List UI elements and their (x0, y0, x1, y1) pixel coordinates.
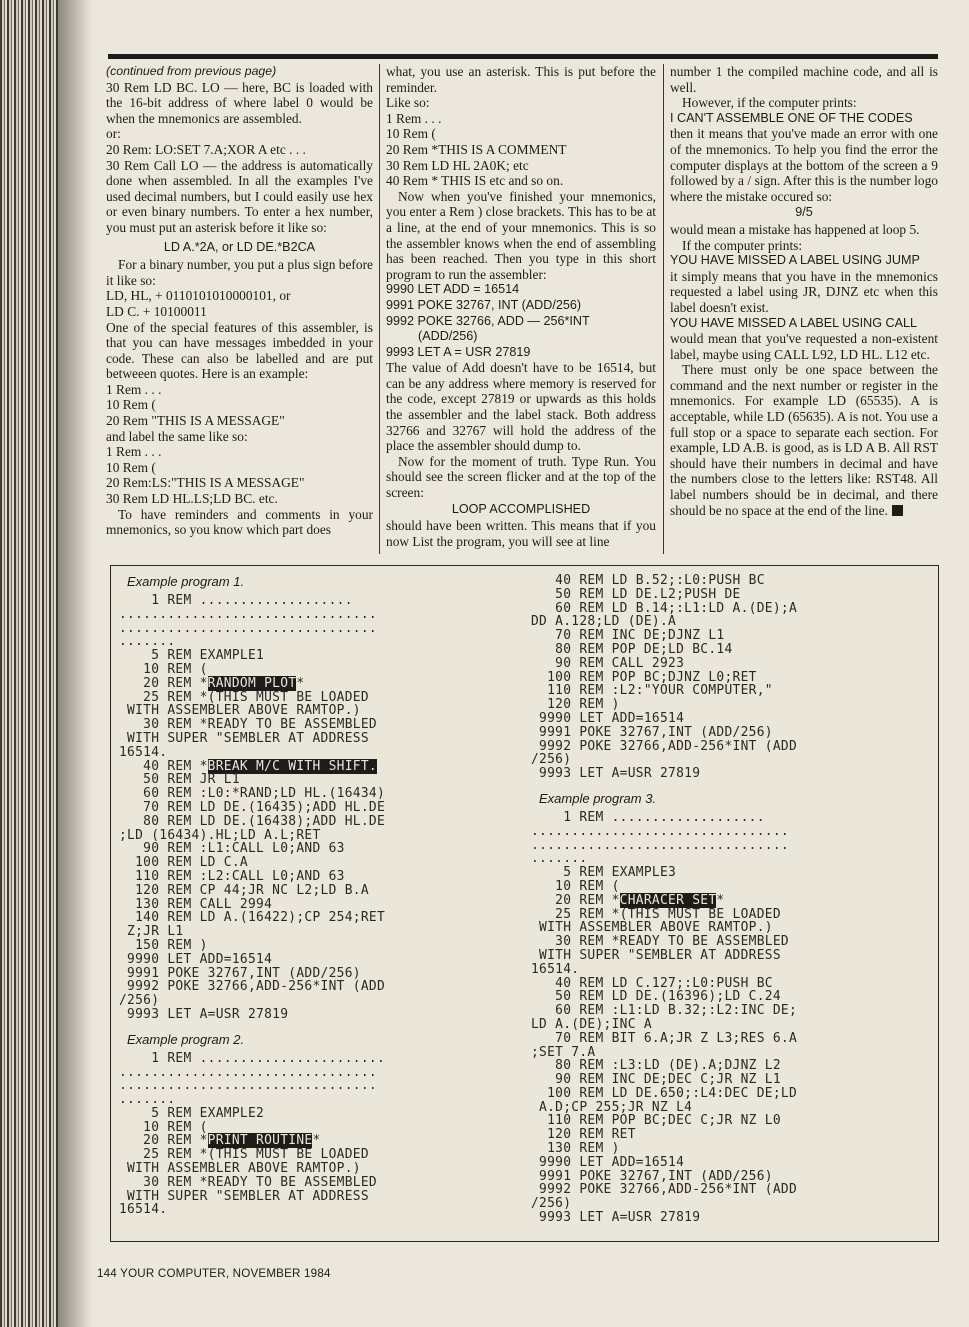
code-text: 9991 POKE 32767,INT (ADD/256) (119, 965, 361, 981)
code-line: 10 Rem ( (106, 459, 156, 475)
top-rule (108, 54, 938, 59)
code-line (119, 773, 503, 787)
code-text: 1 REM ................... (119, 593, 353, 608)
code-text: ................................ (119, 1064, 377, 1080)
code-line: 20 Rem:LS:"THIS IS A MESSAGE" (106, 475, 305, 491)
code-text: 9992 POKE 32766,ADD-256*INT (ADD (531, 738, 798, 754)
code-text: 50 REM LD DE.L2;PUSH DE (531, 586, 741, 602)
code-example: LD A.*2A, or LD DE.*B2CA (163, 239, 316, 254)
code-text: 30 REM *READY TO BE ASSEMBLED (119, 1174, 377, 1190)
code-text: 9991 POKE 32767,INT (ADD/256) (531, 724, 773, 740)
code-text: 70 REM LD DE.(16435);ADD HL.DE (119, 799, 386, 815)
code-line (531, 1073, 931, 1087)
code-line (531, 698, 931, 712)
code-text: 9993 LET A=USR 27819 (531, 1210, 701, 1226)
code-line (531, 1142, 931, 1156)
code-text: 120 REM ) (531, 697, 620, 713)
code-line (119, 649, 503, 663)
code-text: ....... (119, 634, 176, 650)
code-line (531, 1046, 931, 1060)
code-line (531, 935, 931, 949)
magazine-binding (0, 0, 58, 1327)
example-title: Example program 3. (539, 790, 657, 806)
code-text: 9991 POKE 32767,INT (ADD/256) (531, 1168, 773, 1184)
code-line (531, 740, 931, 754)
paragraph: Like so: (386, 95, 430, 111)
code-text: 16514. (119, 1202, 168, 1218)
code-text: 16514. (119, 744, 168, 760)
code-line (531, 852, 931, 866)
code-text: * (312, 1133, 321, 1149)
inverse-video-text: BREAK M/C WITH SHIFT. (207, 758, 377, 774)
code-line: LD, HL, + 0110101010000101, or (106, 288, 291, 304)
code-text: ................................ (119, 1078, 377, 1094)
inverse-video-text: RANDOM PLOT (207, 675, 297, 691)
code-line (531, 1059, 931, 1073)
code-text: 80 REM LD DE.(16438);ADD HL.DE (119, 813, 386, 829)
code-line (531, 1087, 931, 1101)
code-line (119, 1052, 503, 1066)
code-text: 5 REM EXAMPLE1 (119, 648, 265, 664)
code-text: 10 REM ( (531, 878, 620, 894)
code-text: 20 REM * (119, 1133, 208, 1149)
code-line (531, 1032, 931, 1046)
code-text: WITH ASSEMBLER ABOVE RAMTOP.) (119, 703, 361, 719)
code-line (531, 880, 931, 894)
code-text: 100 REM POP BC;DJNZ L0;RET (531, 669, 757, 685)
code-text: WITH SUPER "SEMBLER AT ADDRESS (531, 947, 781, 963)
code-text: A.D;CP 255;JR NZ L4 (531, 1099, 693, 1115)
article-column-2 (386, 64, 656, 549)
code-text: 70 REM BIT 6.A;JR Z L3;RES 6.A (531, 1030, 798, 1046)
code-line: 1 Rem . . . (106, 381, 162, 397)
code-listing (119, 594, 503, 1022)
example-program-3 (531, 791, 931, 1225)
code-line (531, 1197, 931, 1211)
paragraph: or: (106, 126, 121, 142)
code-line (119, 1162, 503, 1176)
article-column-1 (106, 64, 373, 538)
code-text: 30 REM *READY TO BE ASSEMBLED (531, 934, 789, 950)
column-divider (663, 64, 664, 554)
code-line: (ADD/256) (418, 329, 478, 344)
code-text: 9990 LET ADD=16514 (531, 710, 685, 726)
code-text: /256) (531, 1196, 572, 1212)
code-line (119, 980, 503, 994)
code-text: 9993 LET A=USR 27819 (119, 1006, 289, 1022)
example-title: Example program 1. (127, 574, 245, 589)
code-line (531, 908, 931, 922)
code-line (119, 801, 503, 815)
example-program-2 (119, 1032, 503, 1218)
paragraph (670, 362, 938, 518)
code-text: LD A.(DE);INC A (531, 1016, 652, 1032)
code-text: WITH SUPER "SEMBLER AT ADDRESS (119, 730, 369, 746)
screen-message: YOU HAVE MISSED A LABEL USING CALL (670, 315, 918, 330)
code-text: 110 REM :L2:CALL L0;AND 63 (119, 868, 345, 884)
paragraph: 30 Rem Call LO — the address is automatically done when assembled. In all the examples I've used decimal numbers, but I could easily use hex or even binary numbers. To enter a hex number, you must put an asterisk before it like so: (106, 157, 373, 235)
code-line (119, 898, 503, 912)
code-line (119, 1190, 503, 1204)
code-line (119, 925, 503, 939)
code-text: ................................ (531, 823, 789, 839)
code-line (119, 842, 503, 856)
paragraph: If the computer prints: (682, 237, 803, 253)
code-line (531, 588, 931, 602)
code-line (531, 811, 931, 825)
code-line (119, 1134, 503, 1148)
paragraph: For a binary number, you put a plus sign before it like so: (106, 257, 373, 288)
code-text: ;SET 7.A (531, 1044, 596, 1060)
code-line (119, 718, 503, 732)
code-line (531, 726, 931, 740)
article-column-3 (670, 64, 938, 518)
code-line (531, 657, 931, 671)
code-line (119, 1148, 503, 1162)
paragraph-text: There must only be one space between the command and the next number or register in the mnemonics. For example LD (65535). A is acceptable, while LD (65635). A is not. You use a full stop or a space to separate each section. For example, LD A.B. is good, as is LD A B. All RST should have their numbers in decimal and have the numbers close to the letters like: RST48. All label numbers should be in decimal, and there should be no space at the end of the line. (670, 362, 938, 518)
code-line (119, 953, 503, 967)
code-line (531, 1004, 931, 1018)
code-line (531, 1211, 931, 1225)
code-text: 60 REM :L1:LD B.32;:L2:INC DE; (531, 1003, 798, 1019)
paragraph: it simply means that you have in the mnemonics requested a label using JR, DJNZ etc when this label doesn't exist. (670, 268, 938, 315)
code-text: 140 REM LD A.(16422);CP 254;RET (119, 910, 386, 926)
code-text: 20 REM * (119, 675, 208, 691)
code-line: 9993 LET A = USR 27819 (386, 344, 531, 359)
code-text: 110 REM POP BC;DEC C;JR NZ L0 (531, 1113, 781, 1129)
paragraph: should have been written. This means that if you now List the program, you will see at line (386, 518, 656, 549)
paragraph: number 1 the compiled machine code, and all is well. (670, 64, 938, 95)
code-line (531, 615, 931, 629)
program-listings-box (110, 565, 939, 1242)
code-line (531, 866, 931, 880)
code-line: 1 Rem . . . (386, 110, 442, 126)
paragraph: and label the same like so: (106, 428, 248, 444)
paragraph: The value of Add doesn't have to be 16514, but can be any address where memory is reserved for the code, except 27819 or upwards as this holds the assembler and the label stack. Both address 32766 and 32767 will hold the address of the place the assembler should dump to. (386, 360, 656, 454)
code-line (119, 1176, 503, 1190)
code-text: ................................ (119, 620, 377, 636)
paragraph: However, if the computer prints: (682, 95, 857, 111)
page-footer: 144 YOUR COMPUTER, NOVEMBER 1984 (97, 1267, 331, 1280)
paragraph: To have reminders and comments in your mnemonics, so you know which part does (106, 506, 373, 538)
code-line (531, 767, 931, 781)
code-text: 110 REM :L2:"YOUR COMPUTER," (531, 683, 773, 699)
example-program-1 (119, 574, 503, 1022)
code-text: 40 REM * (119, 758, 208, 774)
code-text: 25 REM *(THIS MUST BE LOADED (119, 1147, 369, 1163)
code-text: 90 REM CALL 2923 (531, 655, 685, 671)
code-line (119, 1203, 503, 1217)
inverse-video-text: CHARACER SET (619, 892, 717, 908)
code-line (531, 1101, 931, 1115)
listing-column-left (119, 574, 503, 1227)
code-line (119, 787, 503, 801)
code-line (531, 753, 931, 767)
code-text: 130 REM CALL 2994 (119, 896, 273, 912)
code-text: WITH ASSEMBLER ABOVE RAMTOP.) (119, 1161, 361, 1177)
code-line (531, 712, 931, 726)
screen-message: 9/5 (795, 205, 813, 220)
code-line (531, 643, 931, 657)
code-line (119, 1093, 503, 1107)
code-line (119, 691, 503, 705)
code-line (119, 732, 503, 746)
paragraph: One of the special features of this assembler, is that you can have messages imbedded in your code. These can also be labelled and are put betweeen quotes. Here is an example: (106, 319, 373, 382)
code-line (119, 1107, 503, 1121)
paragraph: would mean a mistake has happened at loop 5. (670, 221, 920, 237)
code-text: * (716, 892, 725, 908)
code-line: 20 Rem: LO:SET 7.A;XOR A etc . . . (106, 141, 306, 157)
code-line (119, 911, 503, 925)
code-text: 25 REM *(THIS MUST BE LOADED (119, 689, 369, 705)
code-line: 9991 POKE 32767, INT (ADD/256) (386, 297, 582, 312)
paragraph: Now for the moment of truth. Type Run. You should see the screen flicker and at the top of the screen: (386, 453, 656, 501)
code-text: 9990 LET ADD=16514 (531, 1154, 685, 1170)
code-line (531, 825, 931, 839)
code-text: 9993 LET A=USR 27819 (531, 766, 701, 782)
code-text: ................................ (531, 837, 789, 853)
listing-column-right (531, 574, 931, 1235)
code-line: 9990 LET ADD = 16514 (386, 282, 520, 297)
code-line (531, 1018, 931, 1032)
code-text: 30 REM *READY TO BE ASSEMBLED (119, 717, 377, 733)
example-title: Example program 2. (127, 1031, 245, 1047)
code-text: DD A.128;LD (DE).A (531, 614, 677, 630)
code-line (531, 990, 931, 1004)
screen-message: YOU HAVE MISSED A LABEL USING JUMP (670, 253, 920, 268)
code-line (119, 884, 503, 898)
code-line (531, 1183, 931, 1197)
code-text: ....... (531, 851, 588, 867)
inverse-video-text: PRINT ROUTINE (207, 1133, 313, 1149)
code-text: 80 REM POP DE;LD BC.14 (531, 641, 733, 657)
code-text: 16514. (531, 961, 580, 977)
code-text: 120 REM CP 44;JR NC L2;LD B.A (119, 882, 369, 898)
code-line (119, 1008, 503, 1022)
code-text: 130 REM ) (531, 1141, 620, 1157)
code-line (531, 963, 931, 977)
binding-shadow (58, 0, 92, 1327)
code-line (531, 629, 931, 643)
code-line (119, 1079, 503, 1093)
code-text: /256) (531, 752, 572, 768)
code-line (119, 608, 503, 622)
code-line (531, 894, 931, 908)
code-text: WITH SUPER "SEMBLER AT ADDRESS (119, 1188, 369, 1204)
code-line (531, 1128, 931, 1142)
code-line (119, 622, 503, 636)
code-listing (119, 1052, 503, 1218)
code-text: 60 REM LD B.14;:L1:LD A.(DE);A (531, 600, 798, 616)
code-line (119, 663, 503, 677)
code-text: 90 REM INC DE;DEC C;JR NZ L1 (531, 1072, 781, 1088)
code-text: 9992 POKE 32766,ADD-256*INT (ADD (119, 979, 386, 995)
screen-message: LOOP ACCOMPLISHED (451, 501, 591, 516)
code-text: 40 REM LD B.52;:L0:PUSH BC (531, 573, 765, 588)
code-text: 70 REM INC DE;DJNZ L1 (531, 628, 725, 644)
code-line (119, 870, 503, 884)
code-line: 10 Rem ( (386, 126, 436, 142)
code-text: 1 REM ....................... (119, 1050, 386, 1066)
code-line (531, 921, 931, 935)
paragraph: 30 Rem LD BC. LO — here, BC is loaded with the 16-bit address of where label 0 would be when the mnemonics are assembled. (106, 79, 373, 126)
code-text: WITH ASSEMBLER ABOVE RAMTOP.) (531, 920, 773, 936)
code-text: ....... (119, 1092, 176, 1108)
code-line (119, 594, 503, 608)
end-mark-icon (892, 505, 903, 516)
code-listing (531, 574, 931, 781)
code-text: 60 REM :L0:*RAND;LD HL.(16434) (119, 786, 386, 802)
paragraph: would mean that you've requested a non-existent label, maybe using CALL L92, LD HL. L12 etc. (670, 331, 938, 362)
code-line (531, 684, 931, 698)
code-line: 40 Rem * THIS IS etc and so on. (386, 173, 564, 189)
code-line (119, 939, 503, 953)
code-line (119, 1066, 503, 1080)
screen-message: I CAN'T ASSEMBLE ONE OF THE CODES (670, 110, 913, 125)
code-text: /256) (119, 993, 160, 1009)
continued-note: (continued from previous page) (106, 64, 277, 78)
example-program-2-continued (531, 574, 931, 781)
code-line: 20 Rem "THIS IS A MESSAGE" (106, 413, 285, 429)
code-text: 50 REM LD DE.(16396);LD C.24 (531, 989, 781, 1005)
code-line: 20 Rem *THIS IS A COMMENT (386, 141, 567, 157)
code-line (531, 1114, 931, 1128)
code-text: 9990 LET ADD=16514 (119, 951, 273, 967)
code-text: Z;JR L1 (119, 924, 184, 940)
code-line (531, 602, 931, 616)
column-divider (379, 64, 380, 554)
code-line (531, 671, 931, 685)
code-line: 30 Rem LD HL 2A0K; etc (386, 157, 529, 173)
code-line: 9992 POKE 32766, ADD — 256*INT (386, 313, 590, 328)
paragraph: what, you use an asterisk. This is put before the reminder. (386, 64, 656, 95)
code-text: 5 REM EXAMPLE2 (119, 1105, 265, 1121)
code-line (119, 829, 503, 843)
code-text: 10 REM ( (119, 661, 208, 677)
code-text: 25 REM *(THIS MUST BE LOADED (531, 906, 781, 922)
code-line (119, 815, 503, 829)
code-text: 40 REM LD C.127;:L0:PUSH BC (531, 975, 773, 991)
code-line: 10 Rem ( (106, 397, 156, 413)
code-text: 150 REM ) (119, 937, 208, 953)
code-text: ................................ (119, 606, 377, 622)
code-line (531, 949, 931, 963)
code-line (531, 1156, 931, 1170)
code-text: 1 REM ................... (531, 809, 765, 825)
code-text: 90 REM :L1:CALL L0;AND 63 (119, 841, 345, 857)
code-text: 50 REM JR L1 (119, 772, 240, 788)
code-line: 30 Rem LD HL.LS;LD BC. etc. (106, 491, 278, 507)
code-text: 120 REM RET (531, 1127, 636, 1143)
code-text: 10 REM ( (119, 1119, 208, 1135)
code-text: * (296, 675, 305, 691)
code-line (119, 1121, 503, 1135)
code-line (119, 677, 503, 691)
code-text: 9992 POKE 32766,ADD-256*INT (ADD (531, 1182, 798, 1198)
code-line: LD C. + 10100011 (106, 303, 207, 319)
code-line (531, 1170, 931, 1184)
code-listing (531, 811, 931, 1225)
code-text: ;LD (16434).HL;LD A.L;RET (119, 827, 321, 843)
code-text: 100 REM LD DE.650;:L4:DEC DE;LD (531, 1085, 798, 1101)
code-text: 20 REM * (531, 892, 620, 908)
code-line (119, 967, 503, 981)
code-line (531, 574, 931, 588)
code-text: 80 REM :L3:LD (DE).A;DJNZ L2 (531, 1058, 781, 1074)
code-line (119, 746, 503, 760)
code-text: 5 REM EXAMPLE3 (531, 865, 677, 881)
paragraph: Now when you've finished your mnemonics, you enter a Rem ) close brackets. This has to be at a line, at the end of your mnemonics. This is so the assembler knows when the end of assembling has been reached. Then you type in this short program to run the assembler: (386, 188, 656, 282)
paragraph: then it means that you've made an error with one of the mnemonics. To help you find the error the computer displays at the bottom of the screen a 9 followed by a / sign. After this is the number logo where the mistake occured so: (670, 126, 938, 204)
code-line (531, 977, 931, 991)
code-text: 100 REM LD C.A (119, 855, 248, 871)
code-line (119, 994, 503, 1008)
code-line: 1 Rem . . . (106, 444, 162, 460)
code-line (531, 839, 931, 853)
code-line (119, 760, 503, 774)
code-line (119, 704, 503, 718)
code-line (119, 856, 503, 870)
code-line (119, 635, 503, 649)
